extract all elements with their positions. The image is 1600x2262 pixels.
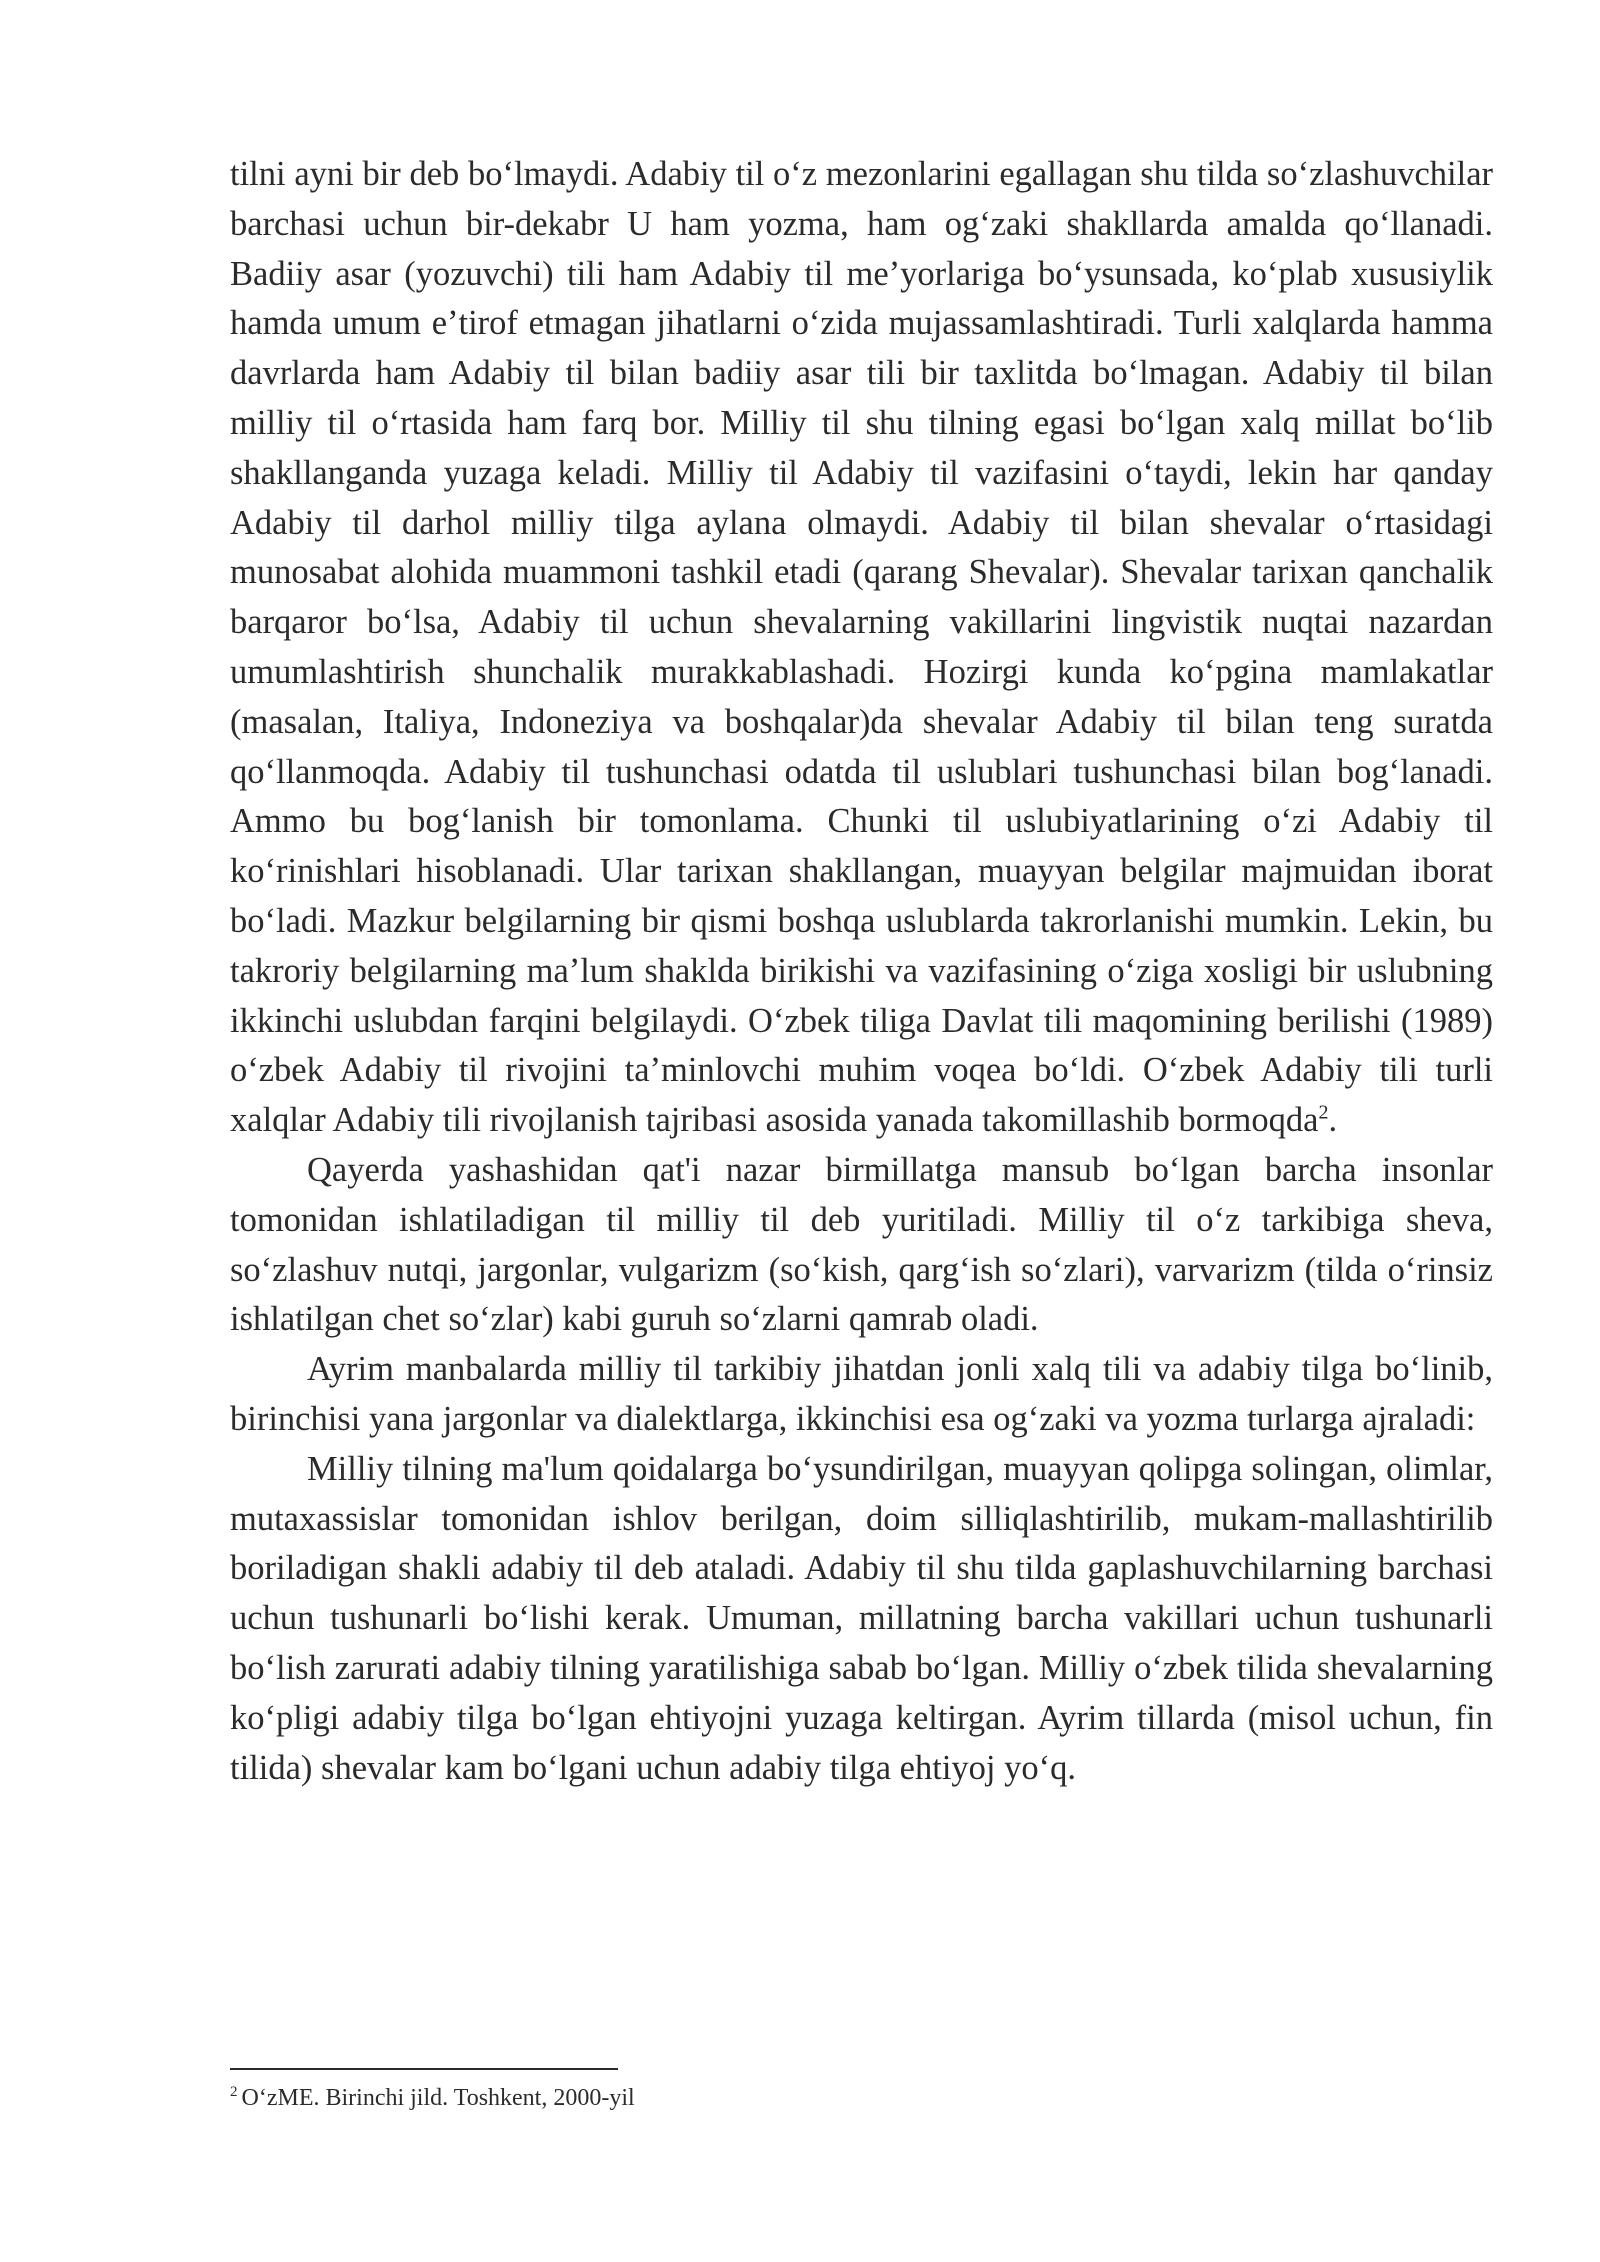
footnote-reference[interactable]: 2 [1318, 1101, 1329, 1124]
footnote-separator [230, 2068, 618, 2070]
body-text [230, 150, 1493, 1793]
paragraph-tail: . [1328, 1101, 1338, 1140]
footnote [230, 2082, 1493, 2114]
footnote-text: OʻzME. Birinchi jild. Toshkent, 2000-yil [241, 2085, 635, 2111]
paragraph-adabiy-til-definition: Milliy tilning ma'lum qoidalarga boʻysundirilgan, muayyan qolipga solingan, olimlar, mutaxassislar tomonidan ishlov berilgan, doim silliqlashtirilib, mukam-mallashtirilib boriladigan shakli adabiy til deb ataladi. Adabiy til shu tilda gaplashuvchilarning barchasi uchun tushunarli boʻlishi kerak. Umuman, millatning barcha vakillari uchun tushunarli boʻlish zarurati adabiy tilning yaratilishiga sabab boʻlgan. Milliy oʻzbek tilida shevalarning koʻpligi adabiy tilga boʻlgan ehtiyojni yuzaga keltirgan. Ayrim tillarda (misol uchun, fin tilida) shevalar kam boʻlgani uchun adabiy tilga ehtiyoj yoʻq. [230, 1449, 1493, 1787]
paragraph-milliy-til: Qayerda yashashidan qat'i nazar birmillatga mansub boʻlgan barcha insonlar tomonidan ishlatiladigan til milliy til deb yuritiladi. Milliy til oʻz tarkibiga sheva, soʻzlashuv nutqi, jargonlar, vulgarizm (soʻkish, qargʻish soʻzlari), varvarizm (tilda oʻrinsiz ishlatilgan chet soʻzlar) kabi guruh soʻzlarni qamrab oladi. [230, 1150, 1493, 1339]
paragraph-adabiy-til [230, 150, 1493, 1146]
footnote-number: 2 [230, 2084, 238, 2100]
paragraph-text: tilni ayni bir deb boʻlmaydi. Adabiy til oʻz mezonlarini egallagan shu tilda soʻzlashuvchilar barchasi uchun bir-dekabr U ham yozma, ham ogʻzaki shakllarda amalda qoʻllanadi. Badiiy asar (yozuvchi) tili ham Adabiy til meʼyorlariga boʻysunsada, koʻplab xususiylik hamda umum eʼtirof etmagan jihatlarni oʻzida mujassamlashtiradi. Turli xalqlarda hamma davrlarda ham Adabiy til bilan badiiy asar tili bir taxlitda boʻlmagan. Adabiy til bilan milliy til oʻrtasida ham farq bor. Milliy til shu tilning egasi boʻlgan xalq millat boʻlib shakllanganda yuzaga keladi. Milliy til Adabiy til vazifasini oʻtaydi, lekin har qanday Adabiy til darhol milliy tilga aylana olmaydi. Adabiy til bilan shevalar oʻrtasidagi munosabat alohida muammoni tashkil etadi (qarang Shevalar). Shevalar tarixan qanchalik barqaror boʻlsa, Adabiy til uchun shevalarning vakillarini lingvistik nuqtai nazardan umumlashtirish shunchalik murakkablashadi. Hozirgi kunda koʻpgina mamlakatlar (masalan, Italiya, Indoneziya va boshqalar)da shevalar Adabiy til bilan teng suratda qoʻllanmoqda. Adabiy til tushunchasi odatda til uslublari tushunchasi bilan bogʻlanadi. Ammo bu bogʻlanish bir tomonlama. Chunki til uslubiyatlarining oʻzi Adabiy til koʻrinishlari hisoblanadi. Ular tarixan shakllangan, muayyan belgilar majmuidan iborat boʻladi. Mazkur belgilarning bir qismi boshqa uslublarda takrorlanishi mumkin. Lekin, bu takroriy belgilarning maʼlum shaklda birikishi va vazifasining oʻziga xosligi bir uslubning ikkinchi uslubdan farqini belgilaydi. Oʻzbek tiliga Davlat tili maqomining berilishi (1989) oʻzbek Adabiy til rivojini taʼminlovchi muhim voqea boʻldi. Oʻzbek Adabiy tili turli xalqlar Adabiy tili rivojlanish tajribasi asosida yanada takomillashib bormoqda [230, 155, 1493, 1140]
paragraph-manbalar: Ayrim manbalarda milliy til tarkibiy jihatdan jonli xalq tili va adabiy tilga boʻlinib, birinchisi yana jargonlar va dialektlarga, ikkinchisi esa ogʻzaki va yozma turlarga ajraladi: [230, 1350, 1493, 1438]
